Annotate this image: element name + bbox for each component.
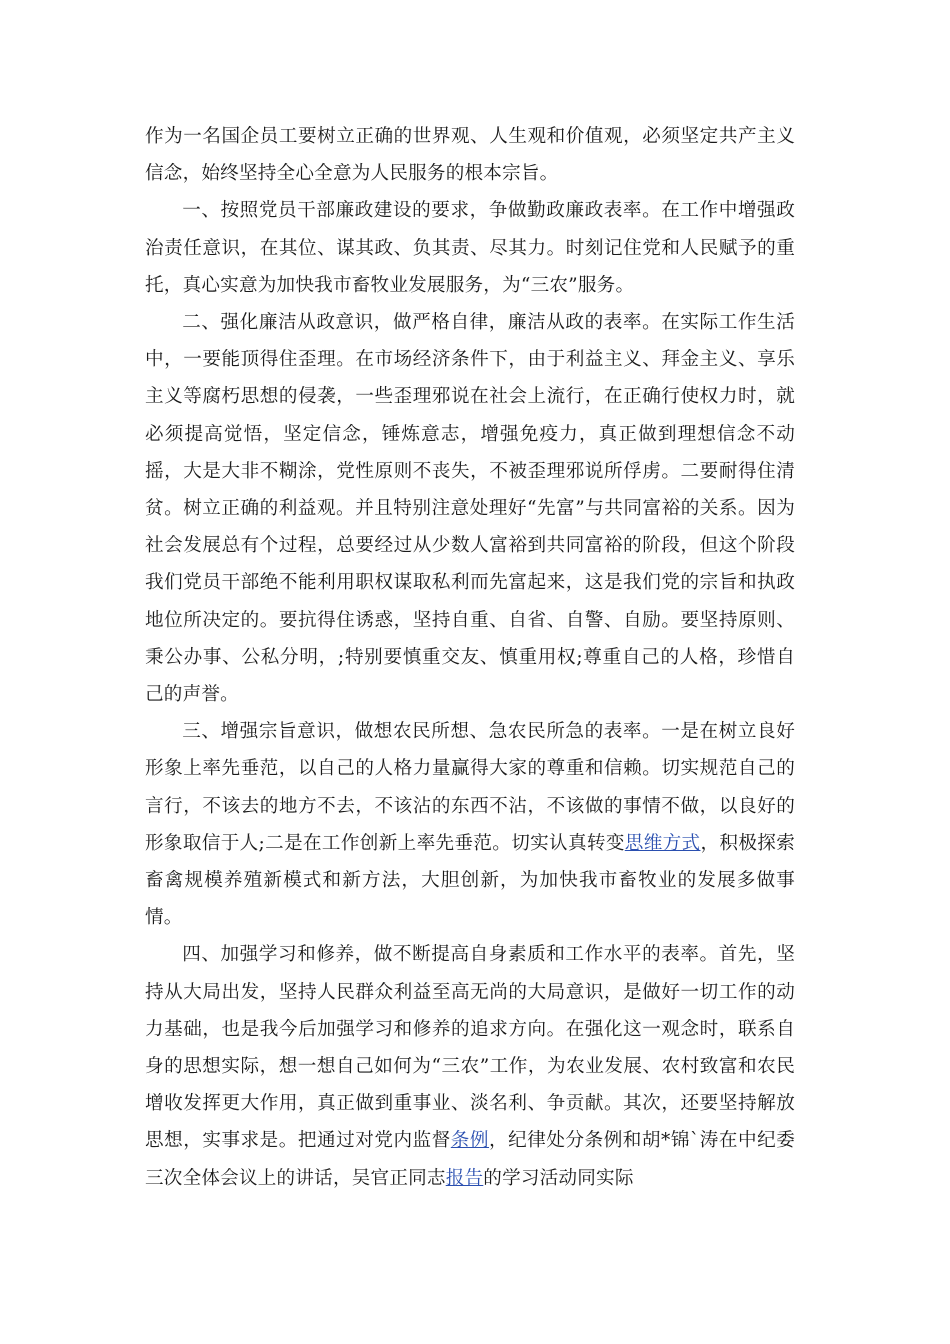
document-body [145, 118, 795, 1197]
paragraph-text: 二、强化廉洁从政意识，做严格自律，廉洁从政的表率。在实际工作生活中，一要能顶得住歪理。在市场经济条件下，由于利益主义、拜金主义、享乐主义等腐朽思想的侵袭，一些歪理邪说在社会上流行，在正确行使权力时，就必须提高觉悟，坚定信念，锤炼意志，增强免疫力，真正做到理想信念不动摇，大是大非不糊涂，党性原则不丧失，不被歪理邪说所俘虏。二要耐得住清贫。树立正确的利益观。并且特别注意处理好“先富”与共同富裕的关系。因为社会发展总有个过程，总要经过从少数人富裕到共同富裕的阶段，但这个阶段我们党员干部绝不能利用职权谋取私利而先富起来，这是我们党的宗旨和执政地位所决定的。要抗得住诱惑，坚持自重、自省、自警、自励。要坚持原则、秉公办事、公私分明，;特别要慎重交友、慎重用权;尊重自己的人格，珍惜自己的声誉。 [145, 312, 795, 706]
paragraph-section-1 [145, 192, 795, 304]
paragraph-intro [145, 118, 795, 192]
paragraph-text: ，纪律处分条例和胡*锦`涛在中纪委三次全体会议上的讲话，吴官正同志 [145, 1130, 796, 1189]
link-thinking-mode[interactable]: 思维方式 [624, 832, 701, 854]
paragraph-text: ，积极探索畜禽规模养殖新模式和新方法，大胆创新，为加快我市畜牧业的发展多做事情。 [145, 832, 795, 929]
paragraph-text: 的学习活动同实际 [483, 1167, 634, 1189]
paragraph-section-3 [145, 713, 795, 936]
paragraph-section-4 [145, 936, 795, 1196]
paragraph-text: 作为一名国企员工要树立正确的世界观、人生观和价值观，必须坚定共产主义信念，始终坚持全心全意为人民服务的根本宗旨。 [145, 126, 795, 185]
paragraph-text: 三、增强宗旨意识，做想农民所想、急农民所急的表率。一是在树立良好形象上率先垂范，以自己的人格力量赢得大家的尊重和信赖。切实规范自己的言行，不该去的地方不去，不该沾的东西不沾，不该做的事情不做，以良好的形象取信于人;二是在工作创新上率先垂范。切实认真转变 [145, 721, 795, 854]
paragraph-text: 一、按照党员干部廉政建设的要求，争做勤政廉政表率。在工作中增强政治责任意识，在其位、谋其政、负其责、尽其力。时刻记住党和人民赋予的重托，真心实意为加快我市畜牧业发展服务，为“三农”服务。 [145, 200, 795, 296]
paragraph-section-2 [145, 304, 795, 713]
link-report[interactable]: 报告 [445, 1167, 484, 1189]
paragraph-text: 四、加强学习和修养，做不断提高自身素质和工作水平的表率。首先，坚持从大局出发，坚持人民群众利益至高无尚的大局意识，是做好一切工作的动力基础，也是我今后加强学习和修养的追求方向。在强化这一观念时，联系自身的思想实际，想一想自己如何为“三农”工作，为农业发展、农村致富和农民增收发挥更大作用，真正做到重事业、淡名利、争贡献。其次，还要坚持解放思想，实事求是。把通过对党内监督 [145, 944, 795, 1152]
link-regulations[interactable]: 条例 [450, 1130, 490, 1152]
